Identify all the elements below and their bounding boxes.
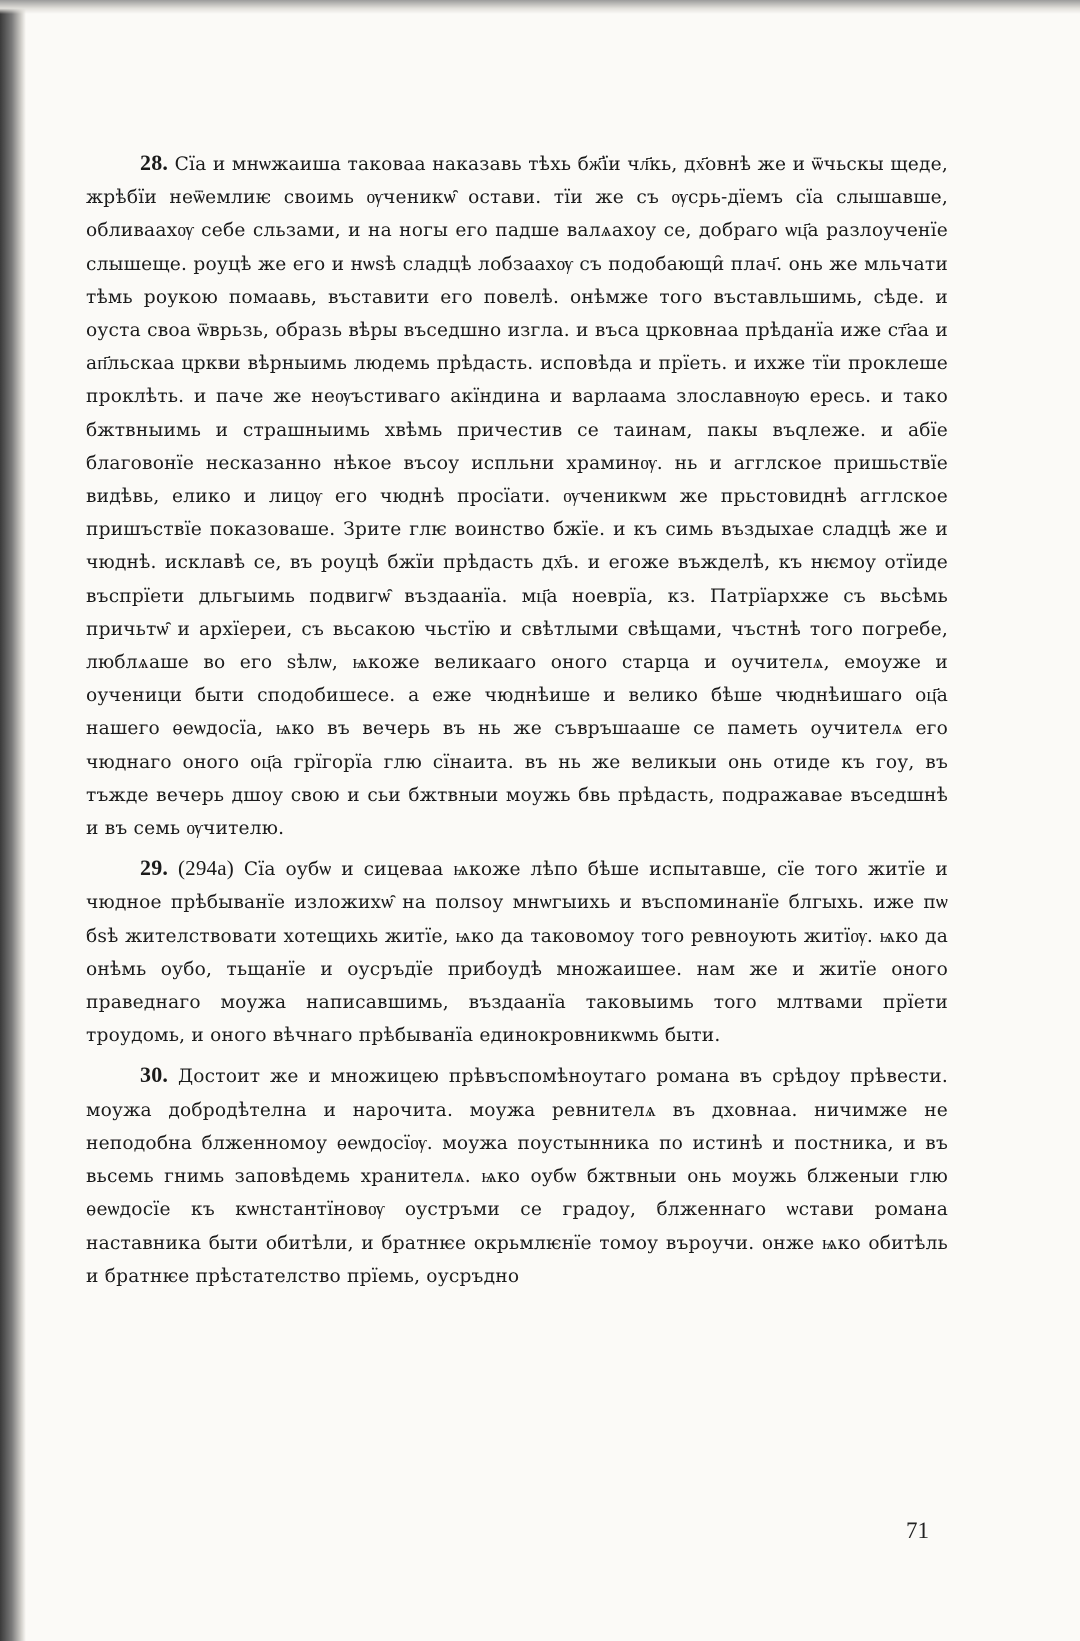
paragraph-29	[86, 851, 948, 1052]
paragraph-text: Достоит же и множицею прѣвъспомѣноутаго романа въ срѣдоу прѣвести. моужа добродѣтелна и нарочита. моужа ревнителѧ въ дховнаа. ничимже не неподобна блженномоу ѳеѡдосїѹ. моужа поустынника по истинѣ и постника, и въ вьсемь гнимь заповѣдемь хранителѧ. ѩко оубѡ бжтвныи онь моужь блженыи глю ѳеѡдосїе къ кѡнстантїновѹ оустръми се градоу, блженнаго ѡстави романа наставника быти обитѣли, и братнѥе окрьмлѥнїе томоу въроучи. онже ѩко обитѣль и братнѥе прѣстателство прїемь, оусръдно	[86, 1066, 948, 1287]
paragraph-30	[86, 1058, 948, 1292]
page-number: 71	[906, 1518, 929, 1543]
paragraph-text: Сїа и мнѡжаиша таковаа наказавь тѣхь бж҃їи чл҃кь, дх҃овнѣ же и ѿчьскы щеде, жрѣбїи неѿемлиѥ своимь ѹченикѡ̑ остави. тїи же съ ѹсрь-дїемъ сїа слышавше, обливаахѹ себе сльзами, и на ногы его падше валѧахоу се, добраго ѡц҃а разлоученїе слышеще. роуцѣ же его и нѡѕѣ сладцѣ лобзаахѹ съ подобающи̑ плач҃. онь же мльчати тѣмь роукою помаавь, въставити его повелѣ. онѣмже того въставльшимь, сѣде. и оуста своа ѿврьзь, образь вѣры въседшно изгла. и въса црковнаа прѣданїа иже ст҃аа и ап҃льскаа цркви вѣрныимь людемь прѣдасть. исповѣда и прїеть. и ихже тїи проклеше проклѣть. и паче же неѹъстиваго акїндина и варлаама злославнѹю ересь. и тако бжтвныимь и страшныимь хвѣмь причестив се таинам, пакы въզлеже. и абїе благовонїе несказанно нѣкое въсоу испльни храминѹ. нь и агглское пришьствїе видѣвь, елико и лицѹ его чюднѣ просїати. ѹченикѡм же прьстовиднѣ агглское пришъствїе показоваше. Зрите глѥ воинство бжїе. и къ симь въздыхае сладцѣ же и чюднѣ. исклавѣ се, въ роуцѣ бжїи прѣдасть дх҃ь. и егоже въжделѣ, къ нѥмоу отїиде въспрїети дльгыимь подвигѡ̑ въздаанїа. мц҃а ноеврїа, кз. Патрїархже съ вьсѣмь причьтѡ̑ и архїереи, съ вьсакою чьстїю и свѣтлыми свѣщами, чъстнѣ того погребе, люблѧаше во его ѕѣлѡ, ѩкоже великааго оного старца и оучителѧ, емоуже и оученици быти сподобишесе. а еже чюднѣише и велико бѣше чюднѣишаго оц҃а нашего ѳеѡдосїа, ѩко въ вечерь въ нь же съвръшааше се паметь оучителѧ его чюднаго оного оц҃а грїгорїа глю сїнаита. въ нь же великыи онь отиде къ гоу, въ тъжде вечерь дшоу свою и сьи бжтвныи моужь бвь прѣдасть, подражавае въседшнѣ и въ семь ѹчителю.	[86, 154, 948, 840]
main-text	[86, 146, 948, 1299]
folio-reference: (294a)	[177, 856, 234, 881]
top-edge-shadow	[0, 0, 1080, 14]
paragraph-number: 29.	[140, 855, 169, 881]
paragraph-number: 28.	[140, 150, 169, 175]
paragraph-28	[86, 146, 948, 845]
binding-shadow	[0, 0, 26, 1641]
paragraph-text: Сїа оубѡ и сицеваа ѩкоже лѣпо бѣше испытавше, сїе того житїе и чюдное прѣбыванїе изложихѡ̑ на полѕоу мнѡгыихь и въспоминанїе блгыхь. иже пѡ бѕѣ жителствовати хотещихь житїе, ѩко да таковомоу того ревноують житїѹ. ѩко да онѣмь оубо, тьщанїе и оусръдїе прибоудѣ множаишее. нам же и житїе оного праведнаго моужа написавшимь, въздаанїа таковыимь того млтвами прїети троудомь, и оного вѣчнаго прѣбыванїа единокровникѡмь быти.	[86, 859, 948, 1047]
paragraph-number: 30.	[140, 1062, 169, 1088]
